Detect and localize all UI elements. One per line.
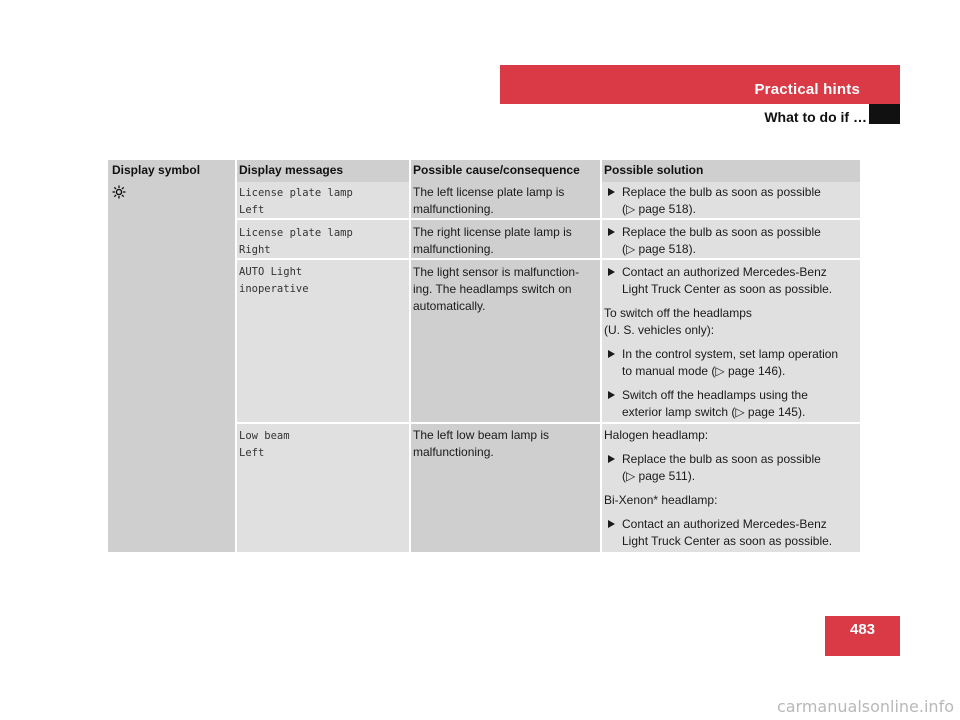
cause-text: malfunctioning. [413, 202, 494, 216]
bullet-arrow-icon [608, 228, 615, 236]
table-row [239, 428, 290, 462]
cause-text: The light sensor is malfunction- [413, 265, 580, 279]
solution-text: Contact an authorized Mercedes-Benz [622, 265, 827, 279]
solution-note [604, 305, 860, 339]
display-message: Low beam [239, 430, 290, 442]
solution-step [604, 516, 860, 550]
cause-text: The left low beam lamp is [413, 428, 550, 442]
column-header: Possible solution [604, 163, 704, 177]
solution-text: to manual mode (▷ page 146). [622, 364, 786, 378]
cause-text: automatically. [413, 299, 486, 313]
cause-cell [413, 427, 549, 461]
table-row [239, 264, 309, 298]
solution-text: Light Truck Center as soon as possible. [622, 534, 833, 548]
section-title: Practical hints [754, 81, 860, 98]
solution-text: Replace the bulb as soon as possible [622, 225, 821, 239]
solution-cell [604, 264, 860, 421]
solution-text: Light Truck Center as soon as possible. [622, 282, 833, 296]
solution-text: In the control system, set lamp operation [622, 347, 839, 361]
solution-text: Replace the bulb as soon as possible [622, 452, 821, 466]
solution-step [604, 346, 860, 380]
page-number-box [825, 616, 900, 656]
cause-cell [413, 264, 579, 315]
solution-cell [604, 184, 821, 218]
lamp-bulb-icon [112, 185, 126, 199]
column-header: Possible cause/consequence [413, 163, 580, 177]
display-message: Left [239, 447, 265, 459]
display-message: Left [239, 204, 265, 216]
bullet-arrow-icon [608, 268, 615, 276]
solution-note: Halogen headlamp: [604, 428, 709, 442]
display-message: Right [239, 244, 271, 256]
header-band [500, 65, 900, 104]
solution-cell [604, 427, 860, 550]
cause-text: malfunctioning. [413, 242, 494, 256]
section-subtitle: What to do if … [764, 109, 867, 125]
solution-step [604, 451, 860, 485]
solution-step [604, 224, 821, 258]
solution-text: (▷ page 511). [622, 469, 696, 483]
solution-text: Switch off the headlamps using the [622, 388, 808, 402]
column-header: Display symbol [112, 163, 201, 177]
solution-text: exterior lamp switch (▷ page 145). [622, 405, 806, 419]
symbol-column-bg [108, 182, 235, 552]
display-message: inoperative [239, 283, 309, 295]
solution-step [604, 264, 860, 298]
table-row [239, 185, 353, 219]
solution-text: (▷ page 518). [622, 202, 696, 216]
solution-cell [604, 224, 821, 258]
cause-cell [413, 184, 564, 218]
section-tab-marker [869, 104, 900, 124]
solution-text: To switch off the headlamps [604, 306, 752, 320]
solution-text: Replace the bulb as soon as possible [622, 185, 821, 199]
table-header [108, 160, 860, 182]
display-message: License plate lamp [239, 227, 353, 239]
bullet-arrow-icon [608, 520, 615, 528]
bullet-arrow-icon [608, 391, 615, 399]
cause-text: ing. The headlamps switch on [413, 282, 572, 296]
row-divider [237, 422, 860, 424]
display-message: AUTO Light [239, 266, 303, 278]
watermark: carmanualsonline.info [776, 697, 954, 716]
cause-text: The right license plate lamp is [413, 225, 572, 239]
column-header: Display messages [239, 163, 344, 177]
page-number: 483 [849, 621, 876, 638]
solution-text: (U. S. vehicles only): [604, 323, 715, 337]
table-row [239, 225, 353, 259]
bullet-arrow-icon [608, 455, 615, 463]
solution-note: Bi-Xenon* headlamp: [604, 493, 718, 507]
cause-text: The left license plate lamp is [413, 185, 565, 199]
solution-step [604, 387, 860, 421]
display-message: License plate lamp [239, 187, 353, 199]
solution-step [604, 184, 821, 218]
solution-text: Contact an authorized Mercedes-Benz [622, 517, 827, 531]
display-messages-table [108, 160, 860, 552]
bullet-arrow-icon [608, 188, 615, 196]
solution-text: (▷ page 518). [622, 242, 696, 256]
cause-text: malfunctioning. [413, 445, 494, 459]
cause-cell [413, 224, 572, 258]
bullet-arrow-icon [608, 350, 615, 358]
